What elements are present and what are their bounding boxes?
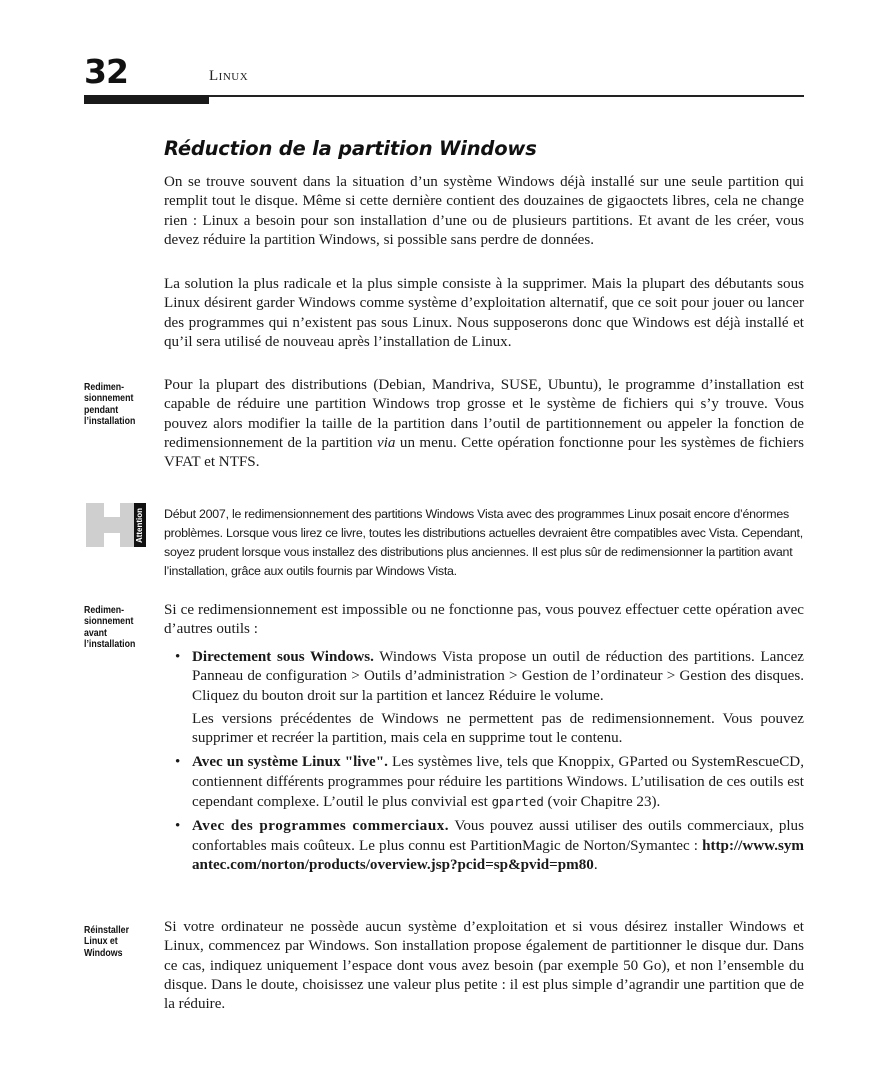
paragraph-distributions-via: via	[377, 434, 396, 451]
list-item-subparagraph: Les versions précédentes de Windows ne permettent pas de redimensionnement. Vous pouvez supprimer et recréer la partition, mais cela en supprime tout le contenu.	[192, 710, 804, 747]
header-rule-accent	[84, 95, 209, 104]
warning-note-icon	[84, 503, 148, 548]
margin-label-before-install: Redimen- sionnement avant l’installation	[84, 605, 136, 650]
paragraph-solution: La solution la plus radicale et la plus simple consiste à la supprimer. Mais la plupart des débutants sous Linux désirent garder Windows comme système d’exploitation alternatif, que ce soit pour jouer ou lancer des programmes qui n’existent pas sous Linux. Nous supposerons donc que Windows est déjà installé et qu’il sera utilisé de nouveau après l’installation de Linux.	[164, 276, 804, 350]
bullet-icon: •	[175, 818, 181, 835]
list-item-text-end: .	[593, 856, 598, 873]
paragraph-alternatives: Si ce redimensionnement est impossible ou ne fonctionne pas, vous pouvez effectuer cette opération avec d’autres outils :	[164, 602, 804, 638]
tools-list	[164, 648, 804, 875]
command-name: gparted	[491, 794, 544, 810]
paragraph-distributions-text-end: un menu. Cette opération fonctionne pour les systèmes de fichiers VFAT et NTFS.	[164, 434, 804, 471]
bullet-icon: •	[175, 649, 181, 665]
url-link: http://www.symantec.com/norton/products/overview.jsp?pcid=sp&pvid=pm80	[192, 837, 804, 873]
page-number: 32	[84, 52, 128, 91]
list-item-text: Windows Vista propose un outil de réduction des partitions. Lancez Panneau de configuration > Outils d’administration > Gestion de l’ordinateur > Gestion des disques. Cliquez du bouton droit sur la partition et lancez Réduire le volume.	[192, 649, 804, 704]
paragraph-distributions-text: Pour la plupart des distributions (Debian, Mandriva, SUSE, Ubuntu), le programme d’installation est capable de réduire une partition Windows trop grosse et le système de fichiers qui s’y trouve. Vous pouvez alors modifier la taille de la partition dans l’outil de partitionnement ou appeler la fonction de redimensionnement de la partition	[164, 377, 804, 451]
list-item-lead: Avec des programmes commerciaux.	[192, 818, 450, 835]
list-item-live-system	[164, 753, 804, 812]
margin-label-during-install: Redimen- sionnement pendant l’installation	[84, 382, 136, 427]
margin-label-reinstall: Réinstaller Linux et Windows	[84, 925, 130, 959]
list-item-text: Les systèmes live, tels que Knoppix, GParted ou SystemRescueCD, contiennent différents programmes pour réduire les partitions Windows. L’utilisation de ces outils est cependant complexe. L’outil le plus convivial est	[192, 754, 804, 811]
running-title: Linux	[209, 68, 249, 84]
bullet-icon: •	[175, 754, 181, 771]
list-item-lead: Avec un système Linux "live".	[192, 754, 388, 771]
list-item-text-end: (voir Chapitre 23).	[543, 794, 661, 811]
warning-note-icon-label: Attention	[135, 507, 145, 543]
warning-note-text: Début 2007, le redimensionnement des partitions Windows Vista avec des programmes Linux posait encore d’énormes problèmes. Lorsque vous lirez ce livre, toutes les distributions actuelles devraient être compatibles avec Vista. Cependant, soyez prudent lorsque vous installez des distributions plus anciennes. Il est plus sûr de redimensionner la partition avant l’installation, grâce aux outils fournis par Windows Vista.	[164, 507, 803, 578]
list-item-lead: Directement sous Windows.	[192, 649, 374, 665]
section-title: Réduction de la partition Windows	[164, 137, 537, 160]
paragraph-distributions	[164, 376, 804, 472]
paragraph-intro: On se trouve souvent dans la situation d’un système Windows déjà installé sur une seule partition qui remplit tout le disque. Même si cette dernière contient des douzaines de gigaoctets libres, cela ne change rien : Linux a besoin pour son installation d’une ou de plusieurs partitions. Et avant de les créer, vous devez réduire la partition Windows, si possible sans perdre de données.	[164, 174, 804, 248]
list-item-windows	[164, 648, 804, 748]
list-item-text: Vous pouvez aussi utiliser des outils commerciaux, plus confortables mais coûteux. Le plus connu est PartitionMagic de Norton/Symantec :	[192, 818, 804, 854]
paragraph-reinstall: Si votre ordinateur ne possède aucun système d’exploitation et si vous désirez installer Windows et Linux, commencez par Windows. Son installation propose également de partitionner le disque dur. Dans ce cas, indiquez uniquement l’espace dont vous avez besoin (par exemple 50 Go), et non l’ensemble du disque. Dans le doute, choisissez une valeur plus petite : il est plus simple d’agrandir une partition que de la réduire.	[164, 919, 804, 1013]
list-item-commercial	[164, 817, 804, 875]
